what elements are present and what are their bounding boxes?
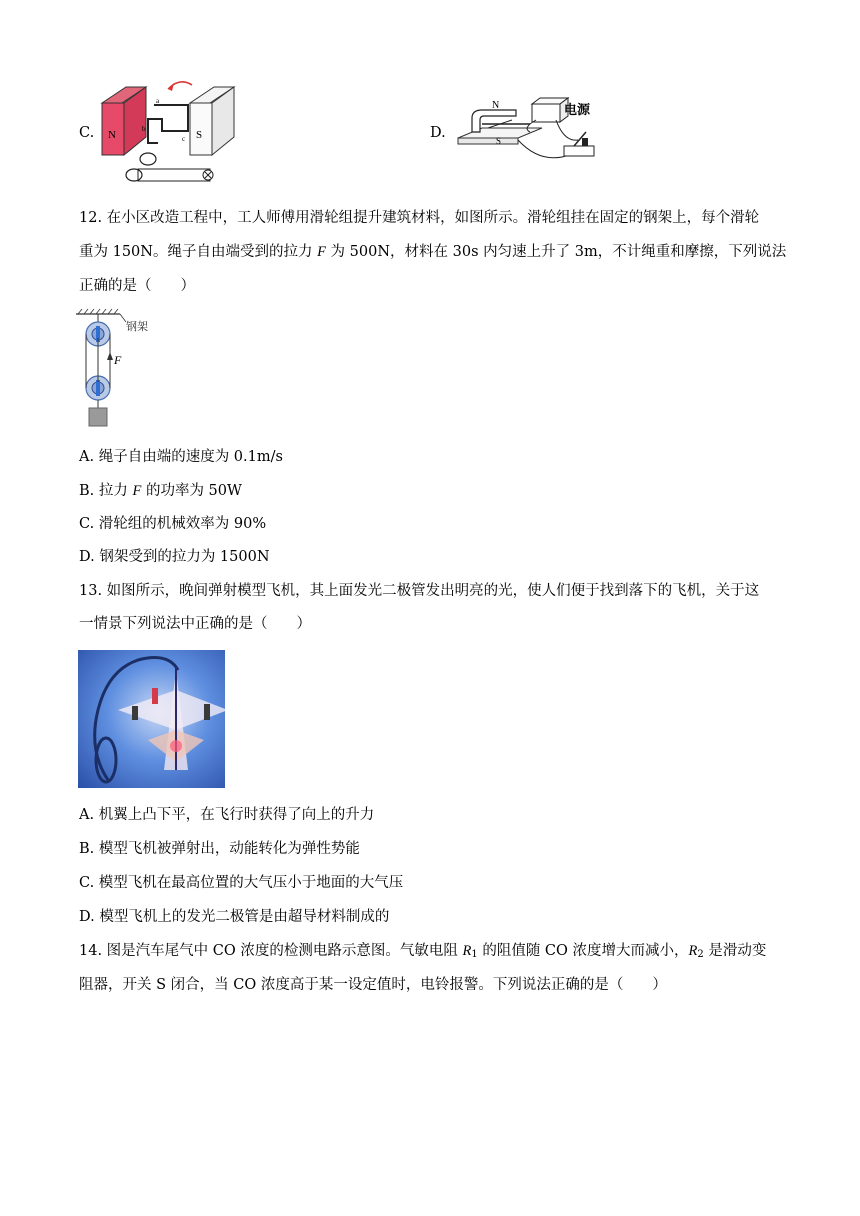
q12-stem-line3: 正确的是（ ）: [79, 278, 195, 294]
option-c-label: C.: [79, 125, 95, 141]
option-d-figure: [452, 92, 602, 172]
q12-option-a: A. 绳子自由端的速度为 0.1m/s: [79, 449, 283, 465]
q12-option-c: C. 滑轮组的机械效率为 90%: [79, 516, 267, 532]
q13-option-d: D. 模型飞机上的发光二极管是由超导材料制成的: [79, 909, 390, 925]
q14-r2-sub: 2: [697, 949, 704, 960]
q13-stem-line2: 一情景下列说法中正确的是（ ）: [79, 616, 311, 632]
q12-stem-line2-post: 为 500N，材料在 30s 内匀速上升了 3m，不计绳重和摩擦，下列说法: [325, 244, 787, 260]
q12-stem-line1: 12. 在小区改造工程中，工人师傅用滑轮组提升建筑材料，如图所示。滑轮组挂在固定的钢架上，每个滑轮: [79, 210, 760, 226]
q12-option-b-post: 的功率为 50W: [141, 483, 242, 499]
c-figure-a-text: a: [156, 97, 160, 105]
q13-stem-line1: 13. 如图所示，晚间弹射模型飞机，其上面发光二极管发出明亮的光，使人们便于找到落下的飞机，关于这: [79, 583, 760, 599]
d-figure-power-text: 电源: [564, 103, 591, 118]
c-figure-b-text: b: [142, 125, 146, 133]
q12-stem-line2-pre: 重为 150N。绳子自由端受到的拉力: [79, 244, 318, 260]
q13-option-a: A. 机翼上凸下平，在飞行时获得了向上的升力: [79, 807, 375, 823]
q14-r1-var: R: [462, 943, 472, 959]
q14-stem-line2: 阻器，开关 S 闭合，当 CO 浓度高于某一设定值时，电铃报警。下列说法正确的是（ ）: [79, 977, 667, 993]
q14-stem-line1-pre: 14. 图是汽车尾气中 CO 浓度的检测电路示意图。气敏电阻: [79, 943, 463, 959]
q12-option-b: [79, 481, 242, 501]
q12-option-d: D. 钢架受到的拉力为 1500N: [79, 549, 270, 565]
q13-option-c: C. 模型飞机在最高位置的大气压小于地面的大气压: [79, 875, 404, 891]
q14-stem-line1-mid: 的阻值随 CO 浓度增大而减小，: [477, 943, 689, 959]
q13-option-b: B. 模型飞机被弹射出，动能转化为弹性势能: [79, 841, 360, 857]
q14-r2-var: R: [688, 943, 698, 959]
q12-figure-force-label: F: [114, 353, 122, 367]
c-figure-c-text: c: [182, 135, 186, 143]
q12-pulley-figure: [74, 308, 164, 430]
q12-stem-line2: [79, 242, 786, 262]
option-c-figure: [98, 75, 238, 193]
q13-model-plane-photo: [78, 650, 225, 788]
q12-figure-frame-label: 钢架: [126, 320, 148, 333]
d-figure-s-text: S: [496, 136, 502, 146]
c-figure-s-text: S: [196, 129, 203, 141]
option-d-label: D.: [430, 125, 446, 141]
q12-option-b-var: F: [132, 483, 142, 499]
c-figure-n-text: N: [108, 129, 116, 141]
q14-stem-line1-post: 是滑动变: [703, 943, 767, 959]
q12-stem-force-var: F: [317, 244, 326, 260]
d-figure-n-text: N: [492, 100, 500, 111]
q14-r1-sub: 1: [471, 949, 478, 960]
q14-stem-line1: [79, 941, 766, 965]
q12-option-b-pre: B. 拉力: [79, 483, 133, 499]
